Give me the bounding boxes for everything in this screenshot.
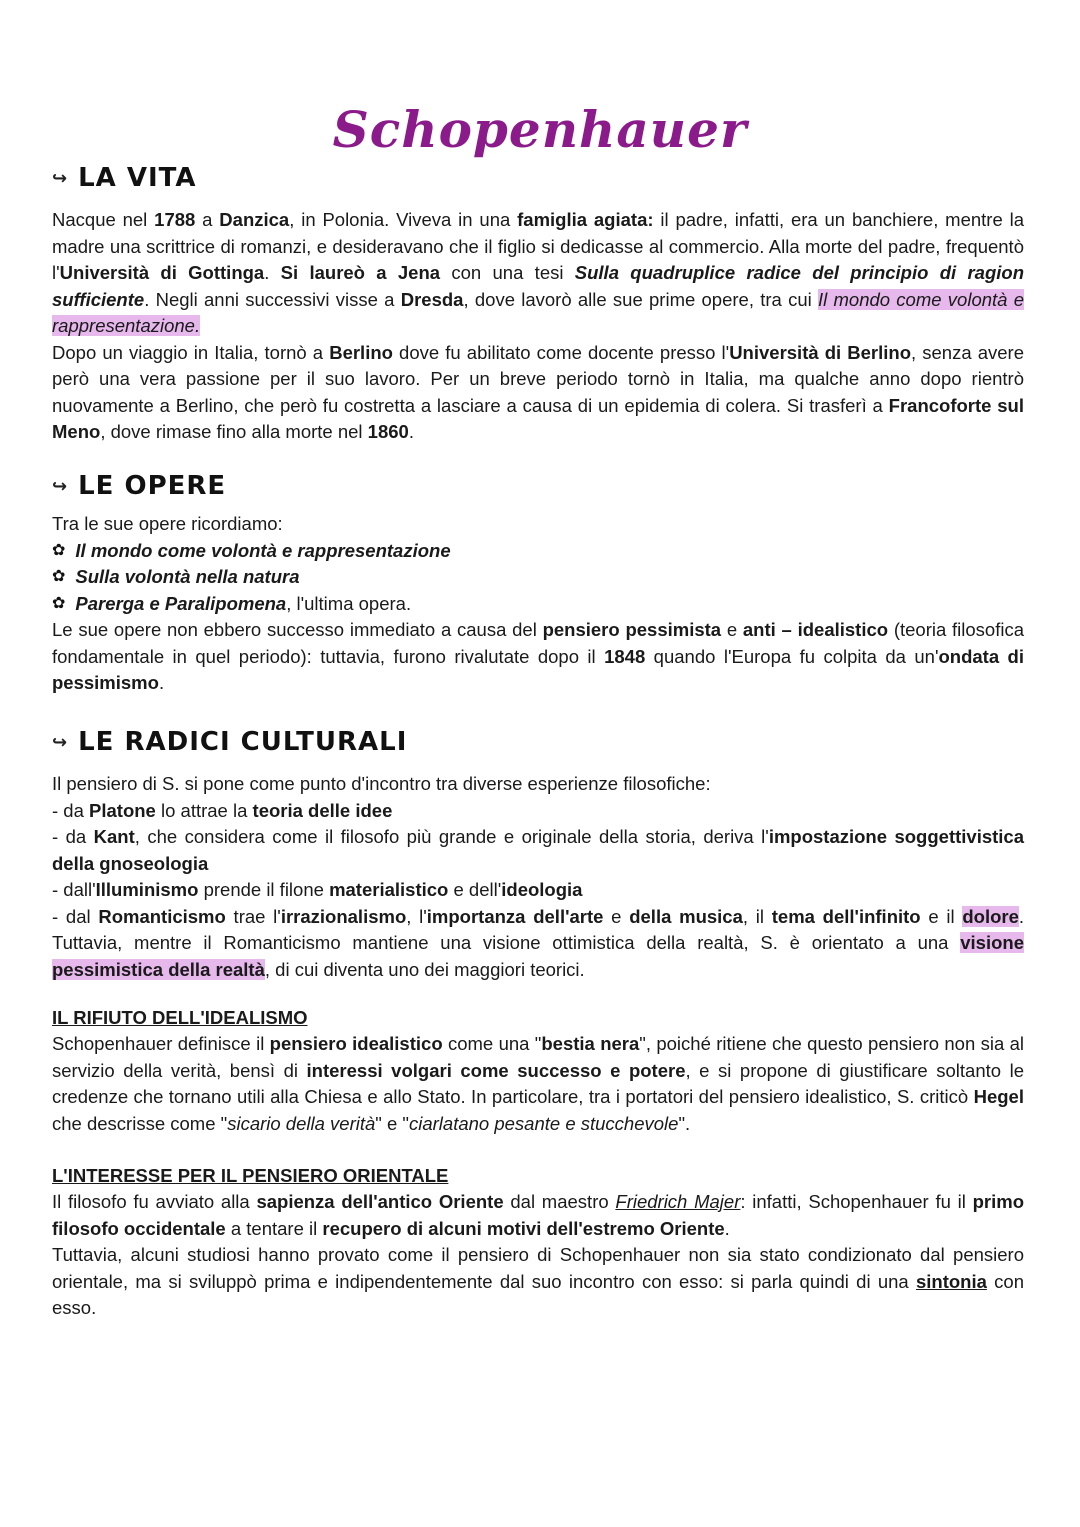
text-run: ondata di pessimismo	[52, 645, 1024, 693]
text-run: sicario della verità	[227, 1112, 376, 1134]
paragraph: Il pensiero di S. si pone come punto d'incontro tra diverse esperienze filosofiche:	[52, 773, 711, 794]
text-run: dove fu abilitato come docente presso l'	[392, 341, 730, 363]
text-run: pensiero idealistico	[269, 1033, 443, 1054]
list-item	[52, 877, 1024, 904]
subsection-heading: L'INTERESSE PER IL PENSIERO ORIENTALE	[52, 1165, 449, 1186]
paragraph	[52, 617, 1024, 697]
text-run: famiglia agiata:	[517, 209, 654, 230]
text-run: Università di Berlino	[729, 341, 912, 363]
text-run: a tentare il	[225, 1217, 323, 1239]
text-run: Illuminismo	[95, 879, 199, 900]
text-run: (teoria filosofica fondamentale in quel periodo): tuttavia, furono rivalutate dopo il	[52, 619, 1024, 667]
text-run: - dal	[52, 905, 99, 927]
text-run: ideologia	[501, 879, 583, 900]
text-run: e dell'	[448, 879, 502, 900]
text-run: Danzica	[219, 209, 290, 230]
works-list	[52, 538, 1024, 618]
text-run: ", poiché ritiene che questo pensiero non sia al servizio della verità, bensì di	[52, 1033, 1025, 1081]
text-run: Le sue opere non ebbero successo immediato a causa del	[52, 619, 543, 640]
paragraph: Tra le sue opere ricordiamo:	[52, 513, 283, 534]
arrow-icon: ↪	[52, 167, 69, 189]
section-vita	[52, 163, 1024, 446]
text-run: materialistico	[329, 879, 449, 900]
text-run: come una "	[442, 1033, 542, 1054]
text-run: teoria delle idee	[252, 799, 393, 821]
text-run: . Negli anni successivi visse a	[144, 288, 401, 310]
text-run: della musica	[629, 905, 743, 927]
text-run: il padre, infatti, era un banchiere, mentre la madre una scrittrice di romanzi, e desideravano che il figlio si dedicasse al commercio. Alla morte del padre, frequentò l'	[52, 209, 1025, 283]
text-run: primo filosofo occidentale	[52, 1191, 1024, 1239]
list-item	[52, 904, 1024, 984]
text-run: recupero di alcuni motivi dell'estremo Oriente	[322, 1217, 725, 1239]
paragraph	[52, 340, 1024, 446]
text-run: sintonia	[915, 1270, 987, 1292]
text-run: interessi volgari come successo e potere	[306, 1059, 686, 1081]
text-run: e il	[920, 905, 963, 927]
text-run: .	[158, 672, 165, 693]
section-heading-radici	[52, 727, 1024, 757]
text-run: Schopenhauer definisce il	[52, 1033, 270, 1054]
text-run: Dresda	[400, 288, 464, 310]
text-run: bestia nera	[541, 1033, 640, 1054]
text-run: e	[603, 905, 630, 927]
text-run: , dove lavorò alle sue prime opere, tra cui	[463, 288, 818, 310]
text-run: Hegel	[973, 1086, 1024, 1107]
text-run: e	[721, 619, 743, 640]
text-run: 1860	[367, 421, 409, 442]
text-run: Friedrich Majer	[615, 1191, 741, 1212]
text-run: , e si propone di giustificare soltanto le credenze che tornano utili alla Chiesa e allo Stato. In particolare, tra i portatori del pensiero idealistico, S. criticò	[52, 1059, 1024, 1107]
list-item: ✿ Sulla volontà nella natura	[52, 564, 1024, 591]
text-run: Il filosofo fu avviato alla	[52, 1191, 257, 1212]
arrow-icon: ↪	[52, 731, 69, 753]
text-run: - da	[52, 799, 90, 821]
text-run: ciarlatano pesante e stucchevole	[408, 1112, 679, 1134]
text-run: Nacque nel	[52, 209, 155, 230]
text-run: irrazionalismo	[280, 905, 407, 927]
list-item: ✿ Il mondo come volontà e rappresentazione	[52, 538, 1024, 565]
text-run: prende il filone	[198, 879, 330, 900]
flower-bullet-icon: ✿	[52, 541, 66, 559]
text-run: " e "	[375, 1112, 409, 1134]
list-item: ✿ Parerga e Paralipomena, l'ultima opera.	[52, 591, 1024, 618]
section-heading-vita	[52, 163, 1024, 193]
text-run: Romanticismo	[98, 905, 226, 927]
text-run: importanza dell'arte	[426, 905, 604, 927]
text-run: Dopo un viaggio in Italia, tornò a	[52, 341, 330, 363]
text-run: , di cui diventa uno dei maggiori teorici.	[264, 958, 585, 980]
text-run: . Tuttavia, mentre il Romanticismo mantiene una visione ottimistica della realtà, S. è orientato a una	[52, 905, 1025, 953]
text-run: , dove rimase fino alla morte nel	[100, 421, 368, 442]
text-run: , senza avere però una vera passione per il suo lavoro. Per un breve periodo tornò in Italia, ma qualche anno dopo rientrò nuovamente a Berlino, che però fu costretta a lasciare a causa di un epidemia di colera. Si trasferì a	[52, 341, 1024, 416]
text-run: 1848	[604, 645, 646, 667]
text-run: tema dell'infinito	[771, 905, 921, 927]
section-heading-label: LE RADICI CULTURALI	[78, 727, 408, 757]
list-item	[52, 798, 1024, 825]
paragraph	[52, 1242, 1024, 1322]
text-run: , l'	[406, 905, 427, 927]
paragraph	[52, 1031, 1024, 1137]
text-run: : infatti, Schopenhauer fu il	[740, 1191, 973, 1212]
list-item	[52, 824, 1024, 877]
text-run: - dall'	[52, 879, 96, 900]
text-run: Il mondo come volontà e rappresentazione.	[52, 288, 1024, 336]
text-run: trae l'	[225, 905, 281, 927]
text-run: Si laureò a Jena	[280, 262, 441, 283]
text-run: che descrisse come "	[52, 1112, 228, 1134]
text-run: .	[724, 1217, 730, 1239]
arrow-icon: ↪	[52, 475, 69, 497]
text-run: Berlino	[329, 341, 393, 363]
text-run: , il	[742, 905, 772, 927]
text-run: a	[195, 209, 220, 230]
text-run: visione pessimistica della realtà	[52, 932, 1024, 980]
text-run: impostazione soggettivistica della gnoseologia	[52, 826, 1025, 874]
section-heading-label: LA VITA	[78, 163, 197, 193]
text-run: quando l'Europa fu colpita da un'	[645, 645, 939, 667]
text-run: .	[408, 421, 414, 442]
text-run: Università di Gottinga	[59, 262, 265, 283]
paragraph	[52, 1189, 1024, 1242]
section-heading-opere	[52, 471, 1024, 501]
section-radici	[52, 727, 1024, 983]
section-rifiuto	[52, 1005, 1024, 1137]
text-run: lo attrae la	[155, 799, 253, 821]
text-run: Sulla quadruplice radice del principio di ragion sufficiente	[52, 262, 1025, 310]
text-run: ".	[678, 1112, 691, 1134]
text-run: , in Polonia. Viveva in una	[289, 209, 518, 230]
text-run: sapienza dell'antico Oriente	[256, 1191, 504, 1212]
text-run: .	[264, 262, 281, 283]
text-run: con esso.	[52, 1270, 1024, 1318]
flower-bullet-icon: ✿	[52, 594, 66, 612]
flower-bullet-icon: ✿	[52, 568, 66, 585]
section-heading-label: LE OPERE	[78, 471, 227, 501]
section-opere	[52, 471, 1024, 697]
text-run: Tuttavia, alcuni studiosi hanno provato come il pensiero di Schopenhauer non sia stato condizionato dal pensiero orientale, ma si sviluppò prima e indipendentemente dal suo incontro con esso: si parla quindi di una	[52, 1244, 1024, 1292]
text-run: Platone	[89, 799, 156, 821]
text-run: Francoforte sul Meno	[52, 394, 1024, 442]
paragraph	[52, 207, 1024, 340]
page-title: Schopenhauer	[332, 100, 748, 159]
subsection-heading: IL RIFIUTO DELL'IDEALISMO	[52, 1007, 308, 1028]
text-run: dolore	[962, 905, 1019, 927]
text-run: anti – idealistico	[742, 619, 889, 640]
text-run: 1788	[154, 209, 196, 230]
text-run: , che considera come il filosofo più grande e originale della storia, deriva l'	[134, 826, 769, 847]
text-run: dal maestro	[503, 1191, 616, 1212]
text-run: Kant	[93, 826, 135, 847]
text-run: con una tesi	[440, 262, 575, 283]
text-run: pensiero pessimista	[542, 619, 722, 640]
section-oriente	[52, 1163, 1024, 1322]
text-run: - da	[52, 826, 94, 847]
